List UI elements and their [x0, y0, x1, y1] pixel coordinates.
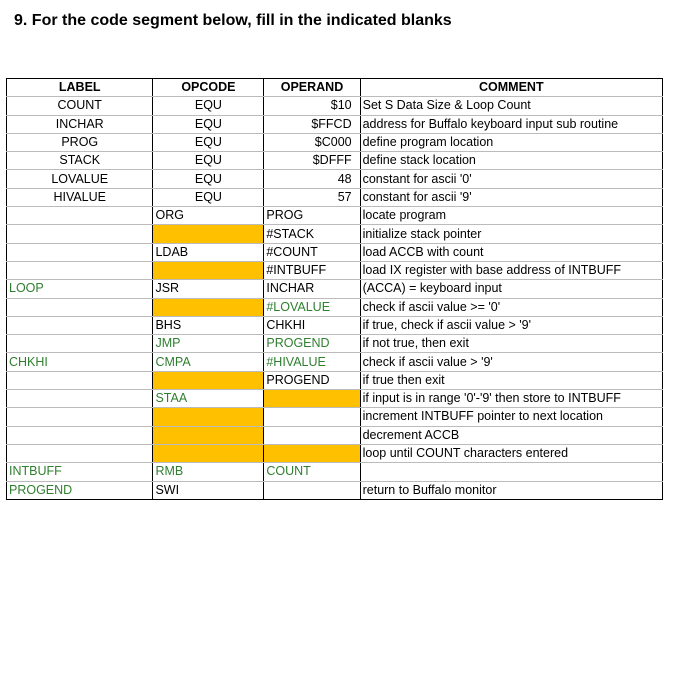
opcode-blank[interactable] — [153, 408, 264, 426]
opcode-cell: JMP — [153, 335, 264, 353]
table-row — [7, 280, 663, 298]
table-row — [7, 97, 663, 115]
opcode-cell: EQU — [153, 97, 264, 115]
label-cell — [7, 243, 153, 261]
operand-header: OPERAND — [264, 79, 360, 97]
comment-cell: if not true, then exit — [360, 335, 662, 353]
table-row — [7, 371, 663, 389]
table-row — [7, 426, 663, 444]
header-row — [7, 79, 663, 97]
opcode-cell: SWI — [153, 481, 264, 499]
comment-cell: load ACCB with count — [360, 243, 662, 261]
comment-cell: constant for ascii '0' — [360, 170, 662, 188]
label-cell — [7, 371, 153, 389]
opcode-cell: EQU — [153, 188, 264, 206]
operand-cell: $FFCD — [264, 115, 360, 133]
comment-cell: (ACCA) = keyboard input — [360, 280, 662, 298]
operand-cell: $DFFF — [264, 152, 360, 170]
table-row — [7, 408, 663, 426]
comment-cell: if input is in range '0'-'9' then store to INTBUFF — [360, 390, 662, 408]
opcode-cell: ORG — [153, 207, 264, 225]
opcode-cell: EQU — [153, 115, 264, 133]
opcode-blank[interactable] — [153, 371, 264, 389]
opcode-cell: EQU — [153, 133, 264, 151]
label-cell: LOOP — [7, 280, 153, 298]
comment-cell: load IX register with base address of INTBUFF — [360, 261, 662, 279]
comment-cell: constant for ascii '9' — [360, 188, 662, 206]
opcode-blank[interactable] — [153, 225, 264, 243]
label-cell: LOVALUE — [7, 170, 153, 188]
operand-cell: #INTBUFF — [264, 261, 360, 279]
operand-cell — [264, 426, 360, 444]
label-cell — [7, 444, 153, 462]
comment-cell: return to Buffalo monitor — [360, 481, 662, 499]
label-cell: HIVALUE — [7, 188, 153, 206]
table-row — [7, 463, 663, 481]
table-row — [7, 207, 663, 225]
operand-cell: $C000 — [264, 133, 360, 151]
operand-cell: INCHAR — [264, 280, 360, 298]
comment-cell: initialize stack pointer — [360, 225, 662, 243]
comment-cell: check if ascii value >= '0' — [360, 298, 662, 316]
label-cell: STACK — [7, 152, 153, 170]
opcode-blank[interactable] — [153, 298, 264, 316]
comment-cell: define program location — [360, 133, 662, 151]
opcode-cell: CMPA — [153, 353, 264, 371]
opcode-header: OPCODE — [153, 79, 264, 97]
comment-cell: if true, check if ascii value > '9' — [360, 316, 662, 334]
table-row — [7, 225, 663, 243]
operand-cell — [264, 408, 360, 426]
comment-header: COMMENT — [360, 79, 662, 97]
opcode-cell: LDAB — [153, 243, 264, 261]
comment-cell: check if ascii value > '9' — [360, 353, 662, 371]
operand-blank[interactable] — [264, 390, 360, 408]
label-cell — [7, 426, 153, 444]
opcode-cell: EQU — [153, 170, 264, 188]
operand-cell: #LOVALUE — [264, 298, 360, 316]
table-row — [7, 170, 663, 188]
operand-blank[interactable] — [264, 444, 360, 462]
table-row — [7, 133, 663, 151]
table-row — [7, 335, 663, 353]
label-cell — [7, 390, 153, 408]
code-table — [6, 78, 663, 500]
comment-cell — [360, 463, 662, 481]
label-cell: COUNT — [7, 97, 153, 115]
table-row — [7, 188, 663, 206]
label-cell: INTBUFF — [7, 463, 153, 481]
comment-cell: increment INTBUFF pointer to next location — [360, 408, 662, 426]
label-cell — [7, 298, 153, 316]
table-row — [7, 298, 663, 316]
label-cell — [7, 261, 153, 279]
table-row — [7, 261, 663, 279]
table-row — [7, 316, 663, 334]
operand-cell: PROGEND — [264, 335, 360, 353]
label-header: LABEL — [7, 79, 153, 97]
opcode-cell: STAA — [153, 390, 264, 408]
label-cell — [7, 335, 153, 353]
comment-cell: address for Buffalo keyboard input sub routine — [360, 115, 662, 133]
table-row — [7, 353, 663, 371]
label-cell: INCHAR — [7, 115, 153, 133]
opcode-cell: BHS — [153, 316, 264, 334]
comment-cell: loop until COUNT characters entered — [360, 444, 662, 462]
opcode-cell: EQU — [153, 152, 264, 170]
table-row — [7, 390, 663, 408]
opcode-blank[interactable] — [153, 444, 264, 462]
opcode-blank[interactable] — [153, 426, 264, 444]
operand-cell: $10 — [264, 97, 360, 115]
label-cell — [7, 408, 153, 426]
comment-cell: Set S Data Size & Loop Count — [360, 97, 662, 115]
comment-cell: if true then exit — [360, 371, 662, 389]
table-row — [7, 444, 663, 462]
operand-cell: PROGEND — [264, 371, 360, 389]
operand-cell: PROG — [264, 207, 360, 225]
table-row — [7, 115, 663, 133]
comment-cell: define stack location — [360, 152, 662, 170]
opcode-cell: RMB — [153, 463, 264, 481]
question-title: 9. For the code segment below, fill in the indicated blanks — [14, 12, 452, 29]
operand-cell: CHKHI — [264, 316, 360, 334]
label-cell — [7, 207, 153, 225]
comment-cell: locate program — [360, 207, 662, 225]
label-cell — [7, 225, 153, 243]
opcode-cell: JSR — [153, 280, 264, 298]
label-cell: CHKHI — [7, 353, 153, 371]
table-row — [7, 152, 663, 170]
operand-cell: #HIVALUE — [264, 353, 360, 371]
label-cell: PROGEND — [7, 481, 153, 499]
operand-cell: #COUNT — [264, 243, 360, 261]
opcode-blank[interactable] — [153, 261, 264, 279]
operand-cell: 48 — [264, 170, 360, 188]
operand-cell — [264, 481, 360, 499]
operand-cell: #STACK — [264, 225, 360, 243]
operand-cell: 57 — [264, 188, 360, 206]
table-row — [7, 481, 663, 499]
table-row — [7, 243, 663, 261]
operand-cell: COUNT — [264, 463, 360, 481]
label-cell — [7, 316, 153, 334]
comment-cell: decrement ACCB — [360, 426, 662, 444]
label-cell: PROG — [7, 133, 153, 151]
